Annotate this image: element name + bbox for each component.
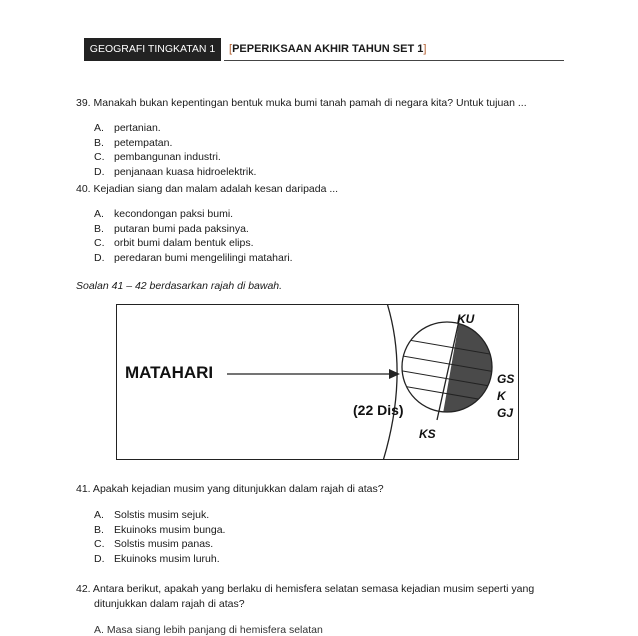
label-ks: KS <box>419 427 436 441</box>
q41-option-a: A. Solstis musim sejuk. <box>94 509 210 521</box>
instruction-note: Soalan 41 – 42 berdasarkan rajah di bawah. <box>76 280 283 292</box>
sun-label: MATAHARI <box>125 363 214 382</box>
q41-option-c: C. Solstis musim panas. <box>94 538 214 550</box>
orbit-path <box>383 305 397 459</box>
earth-sun-diagram <box>117 305 518 459</box>
date-label: (22 Dis) <box>353 402 404 418</box>
arrow-head-icon <box>389 369 400 379</box>
question-40: 40. Kejadian siang dan malam adalah kesan daripada ... <box>76 183 339 195</box>
q41-option-b: B. Ekuinoks musim bunga. <box>94 523 226 536</box>
q40-option-d: D. peredaran bumi mengelilingi matahari. <box>94 251 293 264</box>
question-42-line-2: ditunjukkan dalam rajah di atas? <box>94 598 245 610</box>
season-diagram <box>116 304 519 460</box>
q42-option-a-cutoff: A. Masa siang lebih panjang di hemisfera selatan <box>94 624 323 636</box>
label-k: K <box>497 389 506 403</box>
header-rule <box>224 60 564 61</box>
label-gs: GS <box>497 372 515 386</box>
bracket-open: [ <box>229 43 233 55</box>
q40-option-b: B. putaran bumi pada paksinya. <box>94 222 249 235</box>
label-gj: GJ <box>497 406 514 420</box>
q39-option-d: D. penjanaan kuasa hidroelektrik. <box>94 165 257 178</box>
q40-option-c: C. orbit bumi dalam bentuk elips. <box>94 237 254 249</box>
label-ku: KU <box>457 312 475 326</box>
q39-option-c: C. pembangunan industri. <box>94 151 221 163</box>
subject-label: GEOGRAFI TINGKATAN 1 <box>84 38 221 61</box>
q40-option-a: A. kecondongan paksi bumi. <box>94 208 234 220</box>
q41-option-d: D. Ekuinoks musim luruh. <box>94 552 220 565</box>
exam-title <box>229 38 426 61</box>
q39-option-b: B. petempatan. <box>94 136 173 149</box>
q39-option-a: A. pertanian. <box>94 122 161 134</box>
earth-globe <box>397 310 507 425</box>
question-41: 41. Apakah kejadian musim yang ditunjukkan dalam rajah di atas? <box>76 483 384 495</box>
question-42-line-1: 42. Antara berikut, apakah yang berlaku di hemisfera selatan semasa kejadian musim seperti yang <box>76 583 535 595</box>
question-39: 39. Manakah bukan kepentingan bentuk muka bumi tanah pamah di negara kita? Untuk tujuan ... <box>76 97 527 109</box>
bracket-close: ] <box>423 43 427 55</box>
exam-title-text: PEPERIKSAAN AKHIR TAHUN SET 1 <box>232 43 424 55</box>
